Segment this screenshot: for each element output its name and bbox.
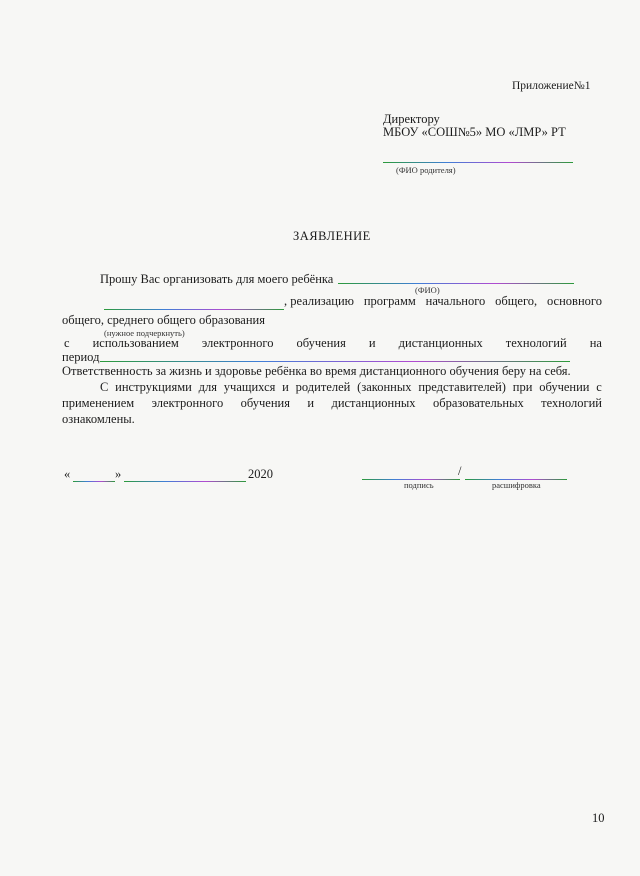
- method-line: с использованием электронного обучения и дистанционных технологий на: [64, 336, 602, 350]
- date-quote-close: »: [115, 467, 122, 481]
- appendix-label: Приложение№1: [512, 80, 591, 92]
- period-line[interactable]: [100, 361, 570, 362]
- signature-caption: подпись: [404, 480, 434, 490]
- programs-line-2: общего, среднего общего образования: [62, 313, 265, 327]
- addressee-school: МБОУ «СОШ№5» МО «ЛМР» РТ: [383, 125, 566, 139]
- instructions-line-1: С инструкциями для учащихся и родителей (законных представителей) при обучении с: [100, 380, 602, 394]
- period-label: период: [62, 350, 100, 364]
- decoding-caption: расшифровка: [492, 480, 541, 490]
- instructions-line-3: ознакомлены.: [62, 412, 135, 426]
- instructions-line-2: применением электронного обучения и дистанционных образовательных технологий: [62, 396, 602, 410]
- date-day-line[interactable]: [73, 481, 115, 482]
- parent-name-line[interactable]: [383, 162, 573, 163]
- request-text: Прошу Вас организовать для моего ребёнка: [100, 272, 334, 286]
- underline-caption: (нужное подчеркнуть): [104, 328, 185, 338]
- date-month-line[interactable]: [124, 481, 246, 482]
- page-number: 10: [592, 811, 605, 825]
- responsibility-text: Ответственность за жизнь и здоровье ребёнка во время дистанционного обучения беру на себя.: [62, 364, 571, 378]
- signature-slash: /: [458, 464, 462, 478]
- grade-line[interactable]: [104, 309, 284, 310]
- document-title: ЗАЯВЛЕНИЕ: [293, 229, 371, 243]
- child-name-line[interactable]: [338, 283, 574, 284]
- child-name-caption: (ФИО): [415, 285, 440, 295]
- addressee-title: Директору: [383, 112, 440, 126]
- date-year: 2020: [248, 467, 273, 481]
- date-quote-open: «: [64, 467, 71, 481]
- parent-name-caption: (ФИО родителя): [396, 165, 456, 175]
- programs-line-1: , реализацию программ начального общего, основного: [284, 294, 602, 308]
